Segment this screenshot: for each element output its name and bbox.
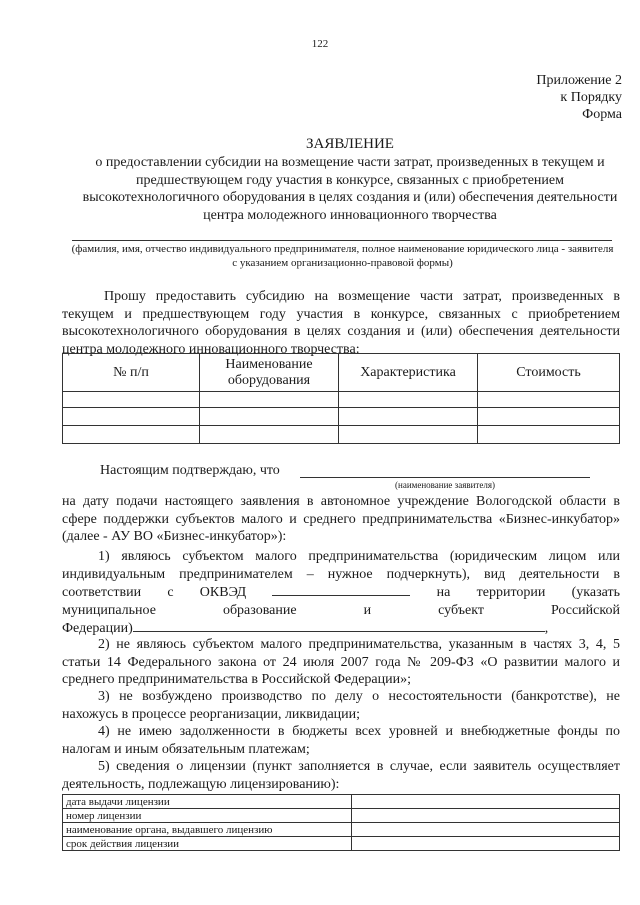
text-fragment: ОКВЭД [199, 585, 247, 600]
item-2: 2) не являюсь субъектом малого предпринимательства, указанным в частях 3, 4, 5 статьи 14 Федерального закона от 24 июля 2007 года № 209-ФЗ «О развитии малого и среднего предпринимательства в Российской Федерации»; [62, 637, 620, 687]
table-cell[interactable] [478, 408, 620, 426]
equipment-table [62, 353, 620, 444]
table-cell[interactable] [478, 426, 620, 444]
table-row [63, 823, 620, 837]
license-value[interactable] [352, 823, 620, 837]
license-label: срок действия лицензии [63, 837, 352, 851]
table-cell[interactable] [200, 392, 339, 408]
territory-fill-line[interactable] [133, 619, 545, 632]
appendix-line: Приложение 2 [536, 73, 622, 88]
table-cell[interactable] [200, 408, 339, 426]
text-fragment: образование [222, 602, 297, 618]
text-fragment: , [544, 621, 549, 636]
table-cell[interactable] [200, 426, 339, 444]
applicant-name-line [72, 240, 612, 241]
license-value[interactable] [352, 837, 620, 851]
license-label: номер лицензии [63, 809, 352, 823]
text-fragment: субъект [438, 602, 484, 618]
appendix-line: к Порядку [560, 90, 622, 105]
license-value[interactable] [352, 795, 620, 809]
table-cell[interactable] [339, 426, 478, 444]
table-row [63, 795, 620, 809]
table-cell[interactable] [63, 392, 200, 408]
item-5: 5) сведения о лицензии (пункт заполняется в случае, если заявитель осуществляет деятельность, подлежащую лицензированию): [62, 759, 620, 792]
table-row [63, 837, 620, 851]
table-row [63, 392, 620, 408]
item-1 [62, 548, 620, 638]
text-fragment: Российской [550, 602, 620, 618]
table-row [63, 809, 620, 823]
appendix-line: Форма [582, 107, 622, 122]
text-fragment: с [167, 585, 174, 600]
okved-fill-line[interactable] [272, 583, 410, 596]
column-header: № п/п [63, 354, 200, 392]
item-1-line: индивидуальным предпринимателем – нужное подчеркнуть), вид деятельности в [62, 566, 620, 582]
table-cell[interactable] [63, 408, 200, 426]
table-cell[interactable] [339, 392, 478, 408]
confirm-lead: Настоящим подтверждаю, что [100, 463, 280, 478]
text-fragment: и [363, 602, 372, 618]
license-label: дата выдачи лицензии [63, 795, 352, 809]
document-subtitle: о предоставлении субсидии на возмещение части затрат, произведенных в текущем и предшествующем году участия в конкурсе, связанных с приобретением высокотехнологичного оборудования в целях создания и (или) обеспечения деятельности центра молодежного инновационного творчества [82, 155, 618, 223]
license-label: наименование органа, выдавшего лицензию [63, 823, 352, 837]
page-number: 122 [311, 38, 329, 50]
item-1-line [62, 619, 620, 638]
text-fragment: муниципальное [62, 602, 156, 618]
request-paragraph: Прошу предоставить субсидию на возмещение части затрат, произведенных в текущем и предшествующем году участия в конкурсе, связанных с приобретением высокотехнологичного оборудования в целях создания и (или) обеспечения деятельности центра молодежного инновационного творчества: [62, 289, 620, 357]
applicant-fill-caption: (наименование заявителя) [395, 480, 495, 490]
text-fragment: территории [476, 585, 546, 600]
license-table [62, 794, 620, 851]
table-cell[interactable] [63, 426, 200, 444]
text-fragment: соответствии [62, 585, 142, 600]
column-header: Характеристика [339, 354, 478, 392]
item-1-line [62, 583, 620, 602]
appendix-header [536, 72, 622, 123]
column-header: Наименование оборудования [200, 354, 339, 392]
table-cell[interactable] [478, 392, 620, 408]
table-row [63, 408, 620, 426]
table-header-row [63, 354, 620, 392]
document-title: ЗАЯВЛЕНИЕ [306, 136, 394, 152]
column-header: Стоимость [478, 354, 620, 392]
table-cell[interactable] [339, 408, 478, 426]
confirm-text: на дату подачи настоящего заявления в автономное учреждение Вологодской области в сфере поддержки субъектов малого и среднего предпринимательства «Бизнес-инкубатор» (далее - АУ ВО «Бизнес-инкубатор»): [62, 494, 620, 544]
text-fragment: на [436, 585, 451, 600]
item-1-line [62, 602, 620, 620]
text-fragment: Федерации) [62, 621, 133, 636]
applicant-caption: (фамилия, имя, отчество индивидуального предпринимателя, полное наименование юридического лица - заявителя с указанием организационно-правовой формы) [71, 243, 614, 269]
table-row [63, 426, 620, 444]
item-3: 3) не возбуждено производство по делу о несостоятельности (банкротстве), не нахожусь в процессе реорганизации, ликвидации; [62, 689, 620, 722]
text-fragment: (указать [571, 585, 620, 600]
item-1-line: 1) являюсь субъектом малого предпринимательства (юридическим лицом или [98, 549, 620, 564]
item-4: 4) не имею задолженности в бюджеты всех уровней и внебюджетные фонды по налогам и иным обязательным платежам; [62, 724, 620, 757]
license-value[interactable] [352, 809, 620, 823]
